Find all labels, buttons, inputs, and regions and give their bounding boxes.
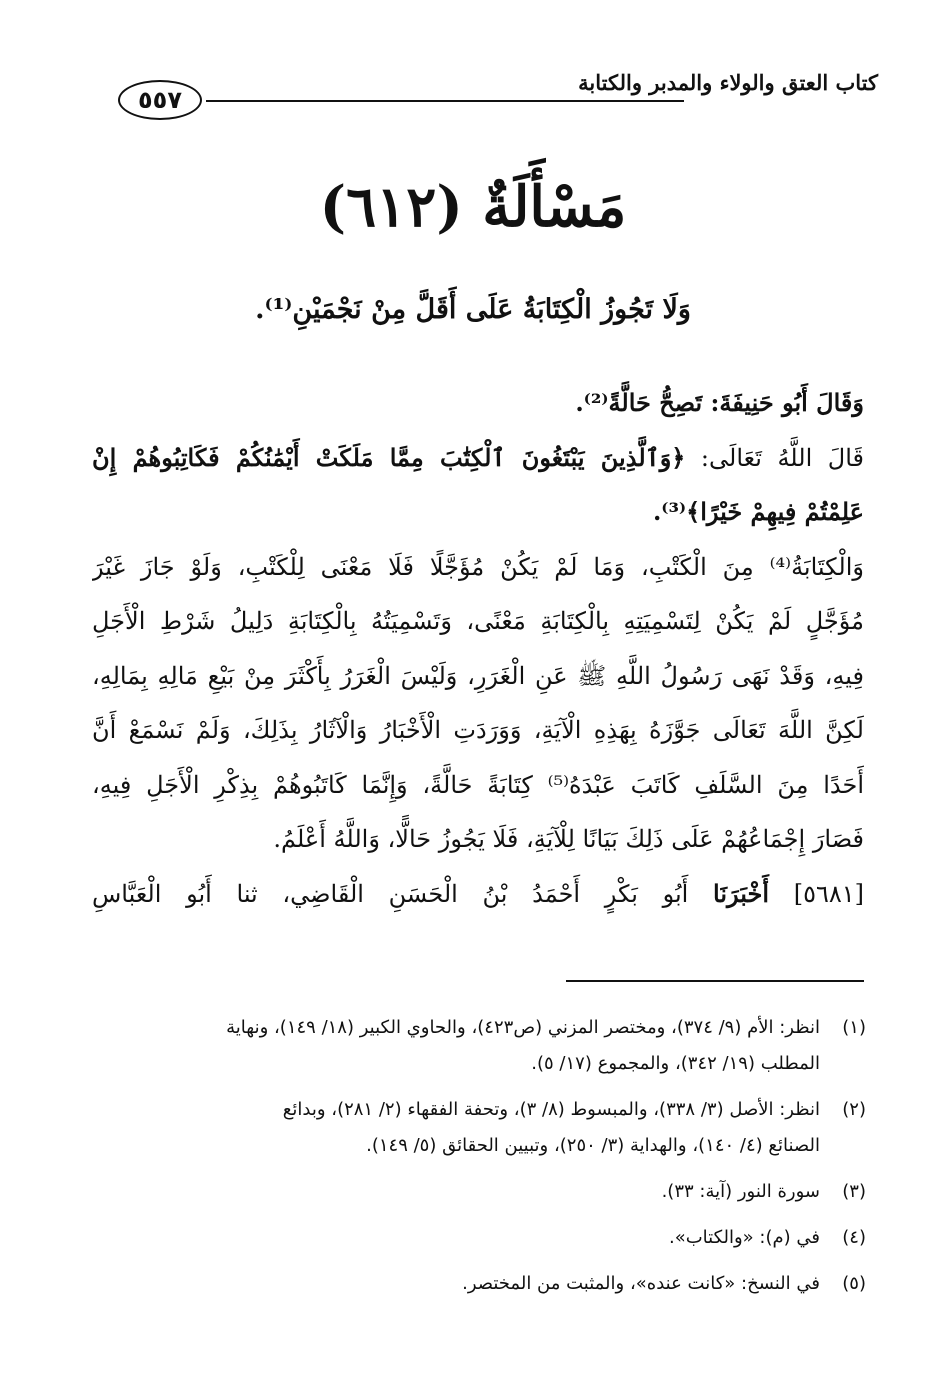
footnote-text [120,1266,820,1302]
footnote-text [120,1174,820,1210]
footnote-number: (٢) [842,1099,866,1120]
footnote-line: المطلب (١٩/ ٣٤٢)، والمجموع (١٧/ ٥). [531,1053,820,1074]
page-number: ٥٥٧ [118,80,202,120]
main-text [92,376,864,921]
footnote-line: في (م): «والكتاب». [668,1227,820,1248]
verse-intro: قَالَ اللَّهُ تَعَالَى: [700,443,864,472]
footnote-line: سورة النور (آية: ٣٣). [661,1181,820,1202]
footnote-number: (٤) [842,1227,866,1248]
footnote-text [120,1010,820,1082]
report-chain: أَبُو بَكْرٍ أَحْمَدُ بْنُ الْحَسَنِ الْقَاضِي، ثنا أَبُو الْعَبَّاسِ [92,879,689,908]
abu-hanifa-opinion: وَقَالَ أَبُو حَنِيفَةَ: تَصِحُّ حَالَّةً⁽²⁾. [575,388,864,417]
footnote-line: الصنائع (٤/ ١٤٠)، والهداية (٣/ ٢٥٠)، وتبيين الحقائق (٥/ ١٤٩). [366,1135,820,1156]
running-header [118,62,878,122]
report-word: أَخْبَرَنَا [713,878,770,908]
paragraph-line: فَصَارَ إِجْمَاعُهُمْ عَلَى ذَلِكَ بَيَانًا لِلْآيَةِ، فَلَا يَجُوزُ حَالًّا، وَاللَّهُ أَعْلَمُ. [273,825,864,853]
footnote-line: في النسخ: «كانت عنده»، والمثبت من المختصر. [462,1273,820,1294]
quran-verse-part2: عَلِمْتُمْ فِيهِمْ خَيْرًا﴾⁽³⁾. [652,497,864,526]
footnote-2 [120,1092,866,1164]
footnote-text [120,1092,820,1164]
paragraph-line: مُؤَجَّلٍ لَمْ يَكُنْ لِتَسْمِيَتِهِ بِالْكِتَابَةِ مَعْنًى، وَتَسْمِيَتُهُ بِالْكِتَابَةِ دَلِيلُ شَرْطِ الْأَجَلِ [92,607,864,635]
header-rule [206,100,684,102]
footnote-5 [120,1266,866,1302]
footnotes [120,1010,866,1302]
footnote-4 [120,1220,866,1256]
report-line [92,867,864,922]
footnote-line: انظر: الأصل (٣/ ٣٣٨)، والمبسوط (٨/ ٣)، وتحفة الفقهاء (٢/ ٢٨١)، وبدائع [282,1099,820,1120]
issue-title: مَسْأَلَةٌ (٦١٢) [319,174,627,240]
footnote-text [120,1220,820,1256]
report-number: [٥٦٨١] [793,879,864,908]
paragraph-line: فِيهِ، وَقَدْ نَهَى رَسُولُ اللَّهِ ﷺ عَنِ الْغَرَرِ، وَلَيْسَ الْغَرَرُ بِأَكْثَرَ مِنْ بَيْعِ مَالِهِ بِمَالِهِ، [92,661,864,690]
book-title: كتاب العتق والولاء والمدبر والكتابة [578,70,878,95]
issue-statement: وَلَا تَجُوزُ الْكِتَابَةُ عَلَى أَقَلَّ مِنْ نَجْمَيْنِ⁽¹⁾. [255,294,691,325]
footnote-number: (١) [842,1017,866,1038]
footnote-number: (٥) [842,1273,866,1294]
footnote-line: انظر: الأم (٩/ ٣٧٤)، ومختصر المزني (ص٤٢٣)، والحاوي الكبير (١٨/ ١٤٩)، ونهاية [226,1017,820,1038]
footnote-3 [120,1174,866,1210]
footnote-number: (٣) [842,1181,866,1202]
footnote-1 [120,1010,866,1082]
paragraph-line: وَالْكِتَابَةُ⁽⁴⁾ مِنَ الْكَتْبِ، وَمَا لَمْ يَكُنْ مُؤَجَّلًا فَلَا مَعْنَى لِلْكَتْبِ، وَلَوْ جَازَ غَيْرَ [92,552,864,581]
paragraph-line: أَحَدًا مِنَ السَّلَفِ كَاتَبَ عَبْدَهُ⁽⁵⁾ كِتَابَةً حَالَّةً، وَإِنَّمَا كَاتَبُوهُمْ بِذِكْرِ الْأَجَلِ فِيهِ، [92,770,864,799]
footnote-separator [566,980,864,982]
quran-verse-part1: ﴿وَٱلَّذِينَ يَبْتَغُونَ ٱلْكِتَٰبَ مِمَّا مَلَكَتْ أَيْمَٰنُكُمْ فَكَاتِبُوهُمْ إِنْ [92,442,686,472]
verse-line [92,431,864,486]
paragraph-line: لَكِنَّ اللَّهَ تَعَالَى جَوَّزَهُ بِهَذِهِ الْآيَةِ، وَوَرَدَتِ الْأَخْبَارُ وَالْآثَارُ بِذَلِكَ، وَلَمْ نَسْمَعْ أَنَّ [92,716,864,744]
